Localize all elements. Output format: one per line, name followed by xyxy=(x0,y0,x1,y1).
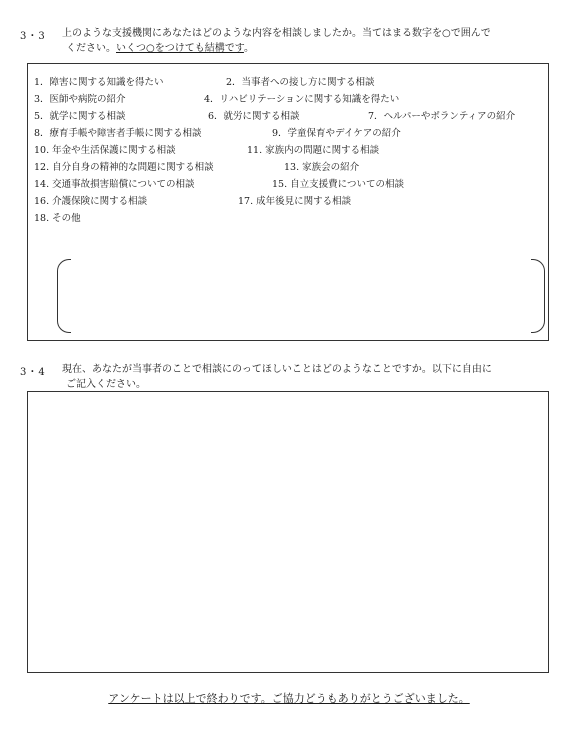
other-bracket-left xyxy=(57,259,71,333)
option-7[interactable]: 7．ヘルパーやボランティアの紹介 xyxy=(368,111,516,122)
question-line-2-plain: ください。 xyxy=(66,43,116,54)
option-3[interactable]: 3．医師や病院の紹介 xyxy=(34,94,126,105)
question-text-3-4 xyxy=(62,362,562,392)
question-line-2: ご記入ください。 xyxy=(66,379,146,390)
option-1[interactable]: 1．障害に関する知識を得たい xyxy=(34,77,164,88)
free-answer-box[interactable] xyxy=(27,391,549,673)
closing-message: アンケートは以上で終わりです。ご協力どうもありがとうございました。 xyxy=(108,692,470,705)
other-bracket-right xyxy=(531,259,545,333)
option-4[interactable]: 4．リハビリテーションに関する知識を得たい xyxy=(204,94,400,105)
question-line-1: 現在、あなたが当事者のことで相談にのってほしいことはどのようなことですか。以下に自由に xyxy=(62,364,492,375)
other-write-in-area[interactable] xyxy=(72,259,530,333)
option-10[interactable]: 10. 年金や生活保護に関する相談 xyxy=(34,145,176,156)
option-11[interactable]: 11. 家族内の問題に関する相談 xyxy=(247,145,380,156)
option-8[interactable]: 8．療育手帳や障害者手帳に関する相談 xyxy=(34,128,202,139)
option-9[interactable]: 9．学童保育やデイケアの紹介 xyxy=(272,128,401,139)
question-line-2-end: 。 xyxy=(243,43,254,54)
option-14[interactable]: 14. 交通事故損害賠償についての相談 xyxy=(34,179,195,190)
option-13[interactable]: 13. 家族会の紹介 xyxy=(284,162,360,173)
option-6[interactable]: 6．就労に関する相談 xyxy=(208,111,300,122)
option-15[interactable]: 15. 自立支援費についての相談 xyxy=(272,179,404,190)
question-line-1: 上のような支援機関にあなたはどのような内容を相談しましたか。当てはまる数字を○で囲んで xyxy=(62,28,491,39)
multiple-answers-note: いくつ○をつけても結構です xyxy=(116,43,244,54)
option-2[interactable]: 2．当事者への接し方に関する相談 xyxy=(226,77,375,88)
question-text-3-3 xyxy=(62,26,562,56)
option-5[interactable]: 5．就学に関する相談 xyxy=(34,111,126,122)
question-number-3-4: 3・4 xyxy=(20,367,46,378)
option-17[interactable]: 17. 成年後見に関する相談 xyxy=(238,196,352,207)
question-line-2 xyxy=(62,41,562,56)
option-16[interactable]: 16. 介護保険に関する相談 xyxy=(34,196,148,207)
question-number-3-3: 3・3 xyxy=(20,31,46,42)
option-12[interactable]: 12. 自分自身の精神的な問題に関する相談 xyxy=(34,162,214,173)
option-18[interactable]: 18. その他 xyxy=(34,213,81,224)
